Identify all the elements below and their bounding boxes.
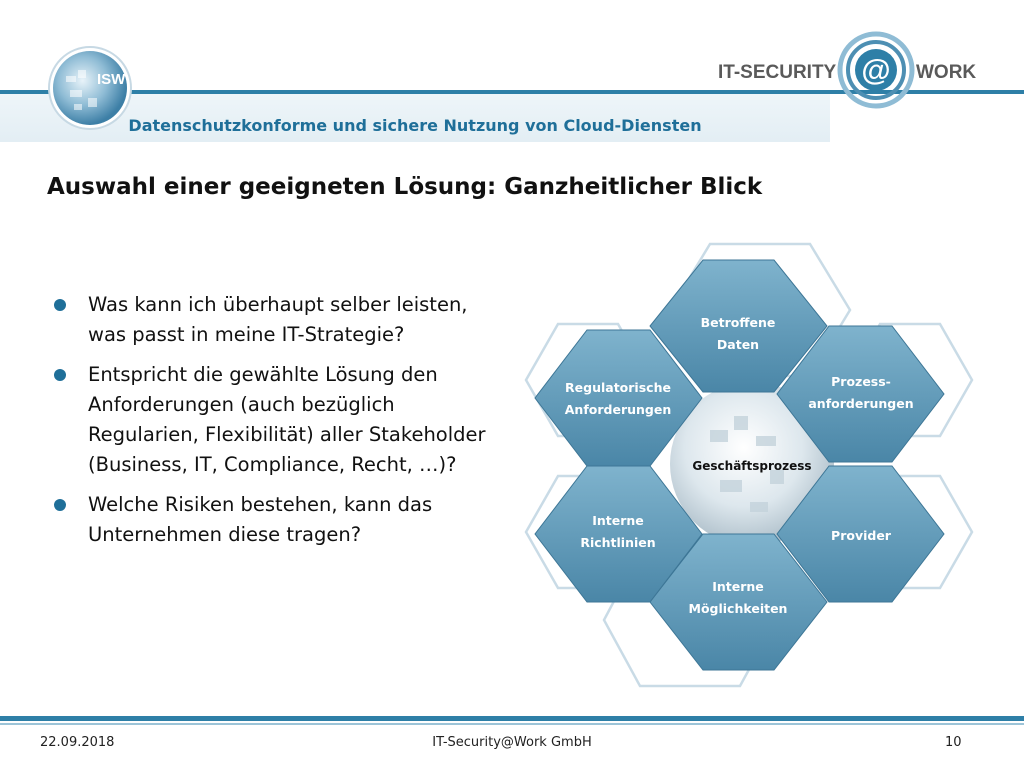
footer-date: 22.09.2018 xyxy=(40,735,115,750)
bullet-text: Welche Risiken bestehen, kann das Unternehmen diese tragen? xyxy=(88,493,433,546)
bullet-item xyxy=(50,360,505,480)
brand-left-text: IT-SECURITY xyxy=(718,62,837,83)
footer-rule xyxy=(0,716,1024,721)
hexagon-label: Prozess- xyxy=(831,374,891,389)
hexagon-label: Möglichkeiten xyxy=(688,601,788,616)
bullet-item xyxy=(50,490,505,550)
hexagon-label: Provider xyxy=(831,528,891,543)
hexagon-label: Regulatorische xyxy=(565,380,671,395)
bullet-dot-icon xyxy=(54,299,66,311)
bullet-dot-icon xyxy=(54,499,66,511)
footer-company: IT-Security@Work GmbH xyxy=(432,735,592,750)
bullet-list xyxy=(50,290,505,560)
footer-rule-thin xyxy=(0,723,1024,725)
center-label: Geschäftsprozess xyxy=(692,459,812,473)
hexagon-label: Daten xyxy=(716,337,760,352)
bullet-dot-icon xyxy=(54,369,66,381)
hexagon-process-diagram xyxy=(520,240,1000,690)
isw-logo-text: ISW xyxy=(97,71,126,88)
hexagon-label: Interne xyxy=(592,513,644,528)
bullet-text: Entspricht die gewählte Lösung den Anforderungen (auch bezüglich Regularien, Flexibilität) aller Stakeholder (Business, IT, Compliance, Recht, …)? xyxy=(88,363,486,476)
presentation-subtitle: Datenschutzkonforme und sichere Nutzung von Cloud-Diensten xyxy=(128,116,702,135)
footer-page-number: 10 xyxy=(945,735,962,750)
brand-right-text: WORK xyxy=(916,62,977,83)
hexagon-label: Interne xyxy=(712,579,764,594)
brand-at-icon: @ xyxy=(861,54,891,87)
hexagon-label: Anforderungen xyxy=(564,402,672,417)
it-security-at-work-logo xyxy=(718,30,978,110)
slide-title: Auswahl einer geeigneten Lösung: Ganzheitlicher Blick xyxy=(47,174,763,200)
isw-logo xyxy=(48,46,132,130)
hexagon-label: Betroffene xyxy=(700,315,776,330)
bullet-text: Was kann ich überhaupt selber leisten, was passt in meine IT-Strategie? xyxy=(88,293,468,346)
hexagon-label: Richtlinien xyxy=(580,535,656,550)
bullet-item xyxy=(50,290,505,350)
hexagon-label: anforderungen xyxy=(808,396,914,411)
